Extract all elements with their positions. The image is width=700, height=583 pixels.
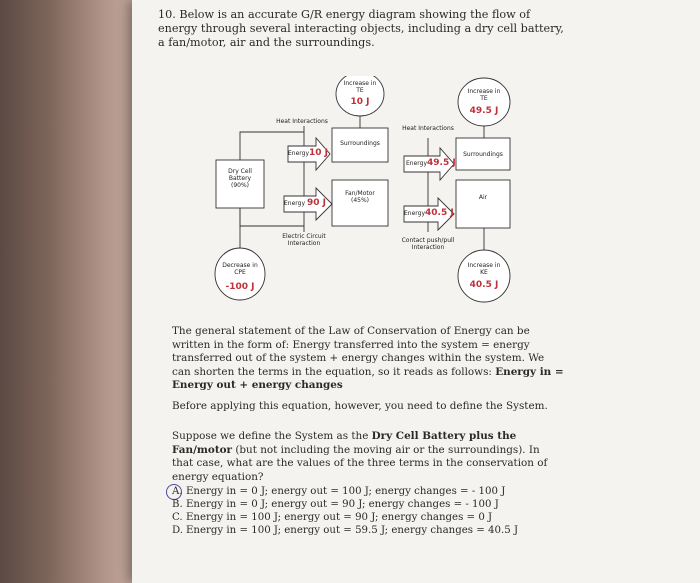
increase-te1-label: Increase in TE bbox=[343, 80, 377, 94]
air-label: Air bbox=[478, 194, 488, 201]
increase-ke-circle bbox=[458, 250, 510, 302]
decrease-cpe-label: Decrease in CPE bbox=[222, 262, 258, 276]
option-b[interactable]: B. Energy in = 0 J; energy out = 90 J; energy changes = - 100 J bbox=[172, 499, 499, 510]
heat-interaction2-label: Heat Interactions bbox=[402, 125, 454, 132]
energy4-arrow-label: Energy40.5 J bbox=[404, 208, 454, 218]
battery-label: Dry Cell Battery (90%) bbox=[228, 168, 252, 189]
increase-ke-label: Increase in KE bbox=[467, 262, 501, 276]
energy3-arrow-label: Energy49.5 J bbox=[406, 158, 456, 168]
energy1-arrow-label: Energy10 J bbox=[288, 148, 329, 158]
increase-ke-value: 40.5 J bbox=[469, 280, 499, 290]
heat-interaction1-label: Heat Interactions bbox=[276, 118, 328, 125]
increase-te1-value: 10 J bbox=[350, 97, 370, 107]
energy2-arrow-label: Energy 90 J bbox=[284, 198, 326, 208]
energy-diagram bbox=[204, 76, 524, 308]
increase-te2-label: Increase in TE bbox=[467, 88, 501, 102]
option-c[interactable]: C. Energy in = 100 J; energy out = 90 J; energy changes = 0 J bbox=[172, 512, 493, 523]
option-d[interactable]: D. Energy in = 100 J; energy out = 59.5 J; energy changes = 40.5 J bbox=[172, 525, 519, 536]
decrease-cpe-value: -100 J bbox=[225, 282, 255, 292]
option-a[interactable]: A. Energy in = 0 J; energy out = 100 J; energy changes = - 100 J bbox=[172, 486, 506, 497]
conservation-paragraph: The general statement of the Law of Conservation of Energy can be written in the form of: Energy transferred into the system = energy transferred out of the system + energy changes within the system. We can shorten the terms in the equation, so it reads as follows: Energy in = Energy out + energy changes bbox=[172, 325, 564, 392]
question-paragraph: Suppose we define the System as the Dry Cell Battery plus the Fan/motor (but not including the moving air or the surroundings). In that case, what are the values of the three terms in the conservation of energy equation? bbox=[172, 430, 548, 483]
electric-interaction-label: Electric Circuit Interaction bbox=[282, 233, 326, 247]
finger-background bbox=[0, 0, 150, 583]
increase-te2-circle bbox=[458, 78, 510, 126]
surroundings2-label: Surroundings bbox=[463, 151, 503, 158]
air-box bbox=[456, 180, 510, 228]
system-paragraph: Before applying this equation, however, you need to define the System. bbox=[172, 400, 548, 412]
surroundings1-label: Surroundings bbox=[340, 140, 380, 147]
contact-interaction-label: Contact push/pull Interaction bbox=[401, 237, 455, 251]
question-text: 10. Below is an accurate G/R energy diagram showing the flow of energy through several interacting objects, including a dry cell battery, a fan/motor, air and the surroundings. bbox=[158, 8, 564, 49]
increase-te2-value: 49.5 J bbox=[469, 106, 499, 116]
fan-motor-label: Fan/Motor (45%) bbox=[345, 190, 375, 204]
